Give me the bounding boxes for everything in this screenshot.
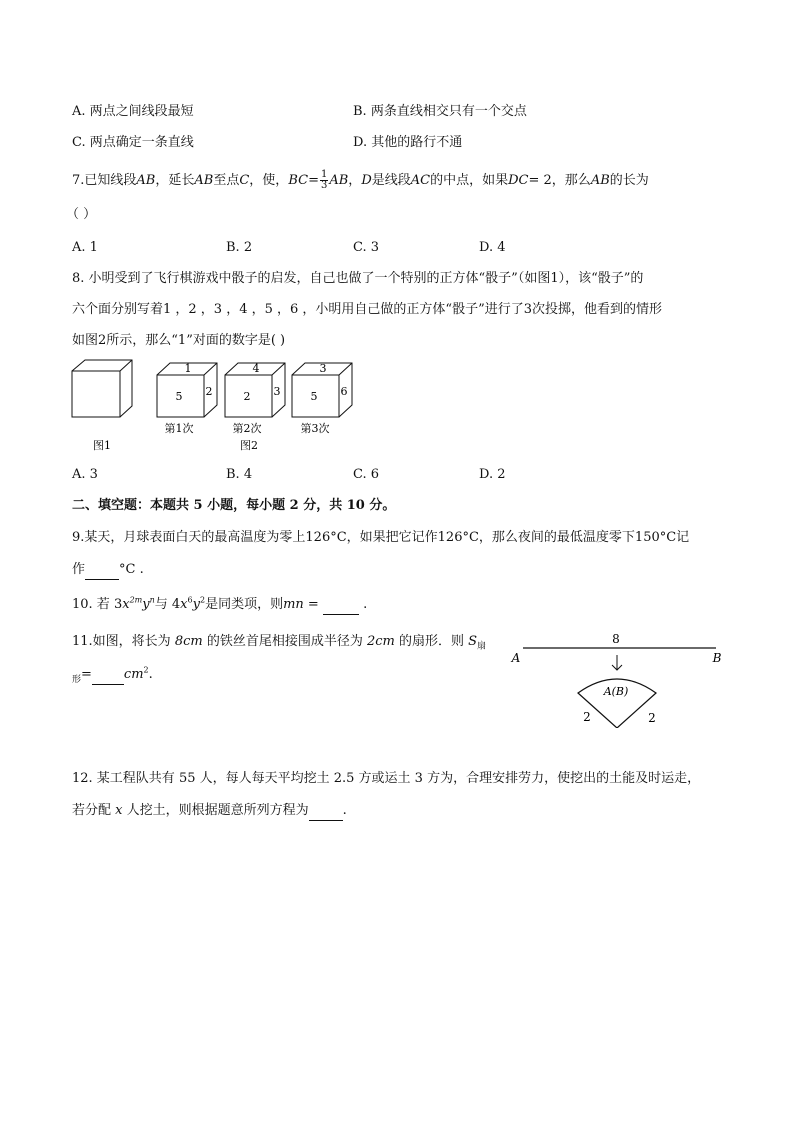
q8-option-a: A. 3 [72,467,98,482]
q7-option-c: C. 3 [353,240,380,255]
fig1-label: 图1 [93,439,111,452]
sector-apex-label: A(B) [603,685,629,698]
q6-option-a: A. 两点之间线段最短 [72,104,194,119]
point-b-label: B [712,651,722,665]
die-1-side: 2 [205,385,213,398]
q7-stem: 7.已知线段AB，延长AB至点C，使，BC= $\frac{1}{3}$ AB，D是线段AC的中点，如果DC= 2，那么AB的长为 [72,169,649,191]
q8-line-1: 8. 小明受到了飞行棋游戏中骰子的启发，自己也做了一个特别的正方体“骰子”（如图1），该“骰子”的 [72,271,644,286]
die-3-front: 5 [310,390,318,403]
die-3-caption: 第3次 [300,422,330,435]
die-1-caption: 第1次 [164,422,194,435]
q7-option-a: A. 1 [72,240,98,255]
q6-option-c: C. 两点确定一条直线 [72,135,194,150]
radius-label-left: 2 [583,710,591,724]
point-a-label: A [511,651,521,665]
q9-answer-blank[interactable] [85,561,119,580]
q11-line-2: $^形= cm^2$. [72,665,153,685]
cube-fig1 [72,360,132,417]
q8-dice-figure [66,358,366,454]
die-3-top: 3 [319,362,327,375]
q8-option-d: D. 2 [479,467,506,482]
die-2-side: 3 [273,385,281,398]
die-3-side: 6 [340,385,348,398]
fig2-label: 图2 [240,439,258,452]
q8-line-3: 如图2所示，那么“1”对面的数字是( ) [72,333,286,348]
q12-line-2: 若分配 x 人挖土，则根据题意所列方程为 . [72,802,347,821]
q8-line-2: 六个面分别写着1 ，2 ，3 ，4 ，5 ，6 ，小明用自己做的正方体“骰子”进行了3次投掷，他看到的情形 [72,302,662,317]
radius-label-right: 2 [648,711,656,725]
die-2-caption: 第2次 [232,422,262,435]
q8-option-c: C. 6 [353,467,380,482]
q7-option-b: B. 2 [226,240,253,255]
q9-line-2: 作 °C . [72,561,144,580]
q10-stem: 10. 若 $3x^{2m}y^n$与 $4x^6y^2$是同类项，则mn = . [72,596,367,615]
q10-answer-blank[interactable] [323,596,359,615]
down-arrow-icon [612,655,622,670]
fraction-one-third: $\frac{1}{3}$ [320,169,328,191]
q12-answer-blank[interactable] [309,802,343,821]
section-2-heading: 二、填空题：本题共 5 小题，每小题 2 分，共 10 分。 [72,498,396,513]
q11-sector-figure [505,628,730,728]
die-2-front: 2 [243,390,251,403]
wire-length-label: 8 [612,632,620,646]
die-2-top: 4 [252,362,260,375]
q12-line-1: 12. 某工程队共有 55 人，每人每天平均挖土 2.5 方或运土 3 方为，合理安排劳力，使挖出的土能及时运走， [72,771,701,786]
die-1-top: 1 [184,362,192,375]
q7-answer-paren: （ ） [66,207,97,222]
q7-option-d: D. 4 [479,240,506,255]
q9-line-1: 9.某天，月球表面白天的最高温度为零上126°C，如果把它记作126°C，那么夜间的最低温度零下150°C记 [72,530,690,545]
q8-option-b: B. 4 [226,467,253,482]
q11-line-1: 11.如图，将长为 8cm 的铁丝首尾相接围成半径为 2cm 的扇形．则 $S_扇$ [72,634,487,652]
q6-option-b: B. 两条直线相交只有一个交点 [353,104,527,119]
q6-option-d: D. 其他的路行不通 [353,135,463,150]
die-1-front: 5 [175,390,183,403]
q11-answer-blank[interactable] [92,666,124,685]
